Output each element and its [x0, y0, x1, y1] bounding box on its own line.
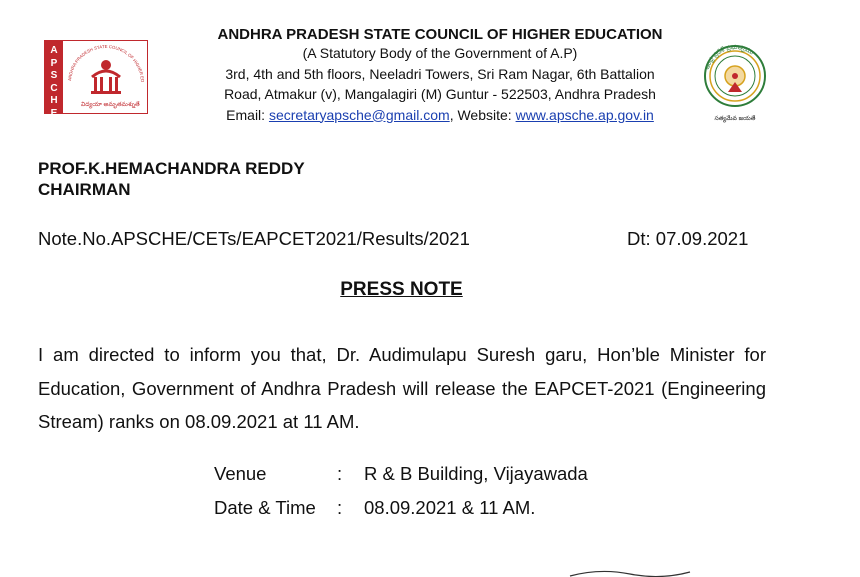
logo-arc-text: ANDHRA PRADESH STATE COUNCIL OF HIGHER ED: [67, 43, 146, 83]
email-link[interactable]: secretaryapsche@gmail.com: [268, 106, 450, 123]
address-line-2: Road, Atmakur (v), Mangalagiri (M) Guntur - 522503, Andhra Pradesh: [224, 86, 656, 102]
datetime-separator: :: [337, 497, 343, 518]
address-line-1: 3rd, 4th and 5th floors, Neeladri Towers, Sri Ram Nagar, 6th Battalion: [225, 65, 655, 82]
press-note-body: I am directed to inform you that, Dr. Audimulapu Suresh garu, Hon’ble Minister for Education, Government of Andhra Pradesh will release the EAPCET-2021 (Engineering Stream) ranks on 08.09.2021 at 11 AM.: [38, 344, 766, 432]
ap-state-emblem-icon: [698, 32, 772, 124]
venue-value: R & B Building, Vijayawada: [364, 463, 588, 484]
datetime-value: 08.09.2021 & 11 AM.: [364, 497, 536, 518]
logo-letter: E: [50, 107, 58, 119]
signature-fragment: [560, 560, 720, 577]
venue-separator: :: [337, 463, 343, 484]
press-note-heading: PRESS NOTE: [340, 279, 463, 300]
logo-letter: H: [50, 95, 58, 106]
letterhead: [160, 24, 720, 125]
note-reference-number: Note.No.APSCHE/CETs/EAPCET2021/Results/2021: [38, 228, 470, 249]
logo-letter: A: [50, 45, 58, 56]
emblem-top-text: ఆంధ్ర ప్రదేశ్ ప్రభుత్వము: [703, 43, 755, 71]
email-label: Email:: [226, 106, 269, 123]
contact-line: [160, 105, 720, 126]
venue-label: Venue: [214, 463, 267, 484]
website-label: , Website:: [449, 106, 516, 123]
logo-telugu-motto: విద్యయా అమృతమశ్నుతే: [81, 102, 140, 108]
datetime-label: Date & Time: [214, 497, 316, 518]
logo-letter: P: [50, 57, 58, 69]
apsche-logo: [44, 40, 148, 119]
logo-letter-strip: [45, 41, 63, 119]
council-subtitle: (A Statutory Body of the Government of A.P): [302, 45, 578, 61]
chairman-designation: CHAIRMAN: [38, 180, 131, 199]
logo-letter: S: [50, 70, 58, 81]
chairman-name: PROF.K.HEMACHANDRA REDDY: [38, 159, 305, 178]
emblem-bottom-text: సత్యమేవ జయతే: [714, 115, 756, 122]
website-link[interactable]: www.apsche.ap.gov.in: [515, 106, 654, 123]
pillar-emblem-icon: [65, 43, 147, 101]
council-title: ANDHRA PRADESH STATE COUNCIL OF HIGHER EDUCATION: [217, 26, 663, 43]
note-date: Dt: 07.09.2021: [627, 228, 749, 249]
logo-letter: C: [50, 82, 58, 94]
